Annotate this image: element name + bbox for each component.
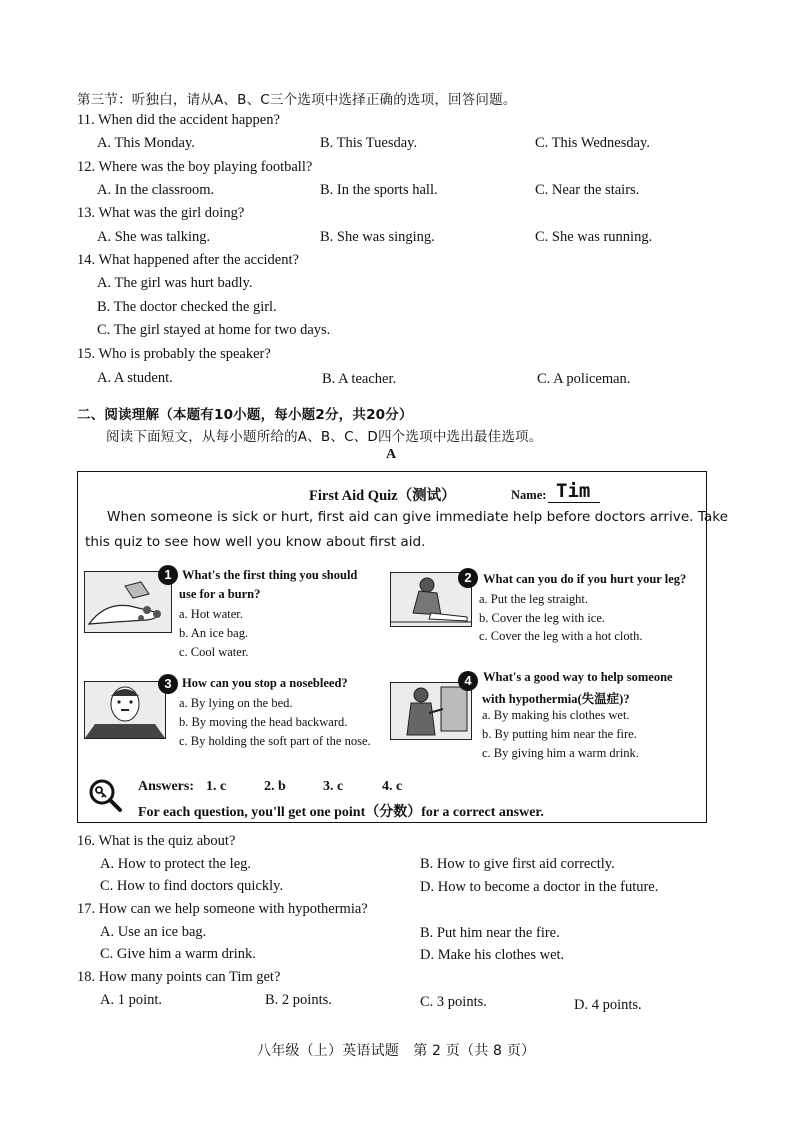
question-17: 17. How can we help someone with hypothermia? — [77, 901, 368, 917]
question-13: 13. What was the girl doing? — [77, 205, 245, 221]
hypothermia-illustration — [390, 682, 472, 740]
answer-4: 4. c — [382, 779, 403, 794]
item-1-option-c: c. Cool water. — [179, 645, 249, 659]
option-16c: C. How to find doctors quickly. — [100, 878, 284, 894]
option-14c: C. The girl stayed at home for two days. — [97, 322, 331, 338]
item-1-question-line2: use for a burn? — [179, 587, 261, 601]
passage-label: A — [386, 447, 397, 462]
answers-label: Answers: — [138, 779, 194, 794]
option-14b: B. The doctor checked the girl. — [97, 299, 277, 315]
option-18d: D. 4 points. — [574, 997, 642, 1013]
item-4-number: 4 — [458, 671, 478, 691]
question-14: 14. What happened after the accident? — [77, 252, 299, 268]
name-value: Tim — [556, 480, 591, 502]
quiz-intro-line1: When someone is sick or hurt, first aid can give immediate help before doctors arrive. Take — [107, 509, 728, 525]
item-4-question-line1: What's a good way to help someone — [483, 670, 673, 684]
answer-3: 3. c — [323, 779, 344, 794]
part2-instruction: 阅读下面短文，从每小题所给的A、B、C、D四个选项中选出最佳选项。 — [106, 429, 543, 445]
option-15c: C. A policeman. — [537, 371, 631, 387]
answer-1: 1. c — [206, 779, 227, 794]
item-3-option-a: a. By lying on the bed. — [179, 696, 293, 710]
question-16: 16. What is the quiz about? — [77, 833, 236, 849]
answer-2: 2. b — [264, 779, 286, 794]
item-1-option-a: a. Hot water. — [179, 607, 243, 621]
option-13b: B. She was singing. — [320, 229, 435, 245]
option-16b: B. How to give first aid correctly. — [420, 856, 615, 872]
option-18c: C. 3 points. — [420, 994, 487, 1010]
option-12a: A. In the classroom. — [97, 182, 215, 198]
option-11a: A. This Monday. — [97, 135, 195, 151]
item-3-option-c: c. By holding the soft part of the nose. — [179, 734, 371, 748]
option-16d: D. How to become a doctor in the future. — [420, 879, 659, 895]
item-1-question-line1: What's the first thing you should — [182, 568, 358, 582]
item-1-number: 1 — [158, 565, 178, 585]
option-18b: B. 2 points. — [265, 992, 332, 1008]
quiz-title: First Aid Quiz（测试） — [309, 488, 456, 504]
question-18: 18. How many points can Tim get? — [77, 969, 281, 985]
section3-heading: 第三节：听独白，请从A、B、C三个选项中选择正确的选项，回答问题。 — [77, 92, 517, 108]
option-16a: A. How to protect the leg. — [100, 856, 252, 872]
item-4-question-line2: with hypothermia(失温症)? — [482, 692, 630, 706]
option-14a: A. The girl was hurt badly. — [97, 275, 253, 291]
question-15: 15. Who is probably the speaker? — [77, 346, 271, 362]
item-1-option-b: b. An ice bag. — [179, 626, 249, 640]
first-aid-quiz-box — [77, 471, 728, 823]
question-12: 12. Where was the boy playing football? — [77, 159, 313, 175]
nosebleed-illustration — [84, 681, 166, 739]
item-2-option-b: b. Cover the leg with ice. — [479, 611, 606, 625]
option-17a: A. Use an ice bag. — [100, 924, 207, 940]
option-15a: A. A student. — [97, 370, 173, 386]
item-4-option-c: c. By giving him a warm drink. — [482, 746, 639, 760]
item-2-option-c: c. Cover the leg with a hot cloth. — [479, 629, 643, 643]
option-13a: A. She was talking. — [97, 229, 211, 245]
option-12c: C. Near the stairs. — [535, 182, 640, 198]
option-11c: C. This Wednesday. — [535, 135, 650, 151]
name-underline — [548, 502, 600, 503]
option-13c: C. She was running. — [535, 229, 653, 245]
magnifier-key-icon — [87, 777, 123, 813]
option-11b: B. This Tuesday. — [320, 135, 418, 151]
item-2-number: 2 — [458, 568, 478, 588]
item-2-option-a: a. Put the leg straight. — [479, 592, 589, 606]
option-17d: D. Make his clothes wet. — [420, 947, 565, 963]
option-17b: B. Put him near the fire. — [420, 925, 560, 941]
part2-heading: 二、阅读理解（本题有10小题，每小题2分，共20分） — [77, 407, 413, 423]
item-4-option-a: a. By making his clothes wet. — [482, 708, 630, 722]
item-4-option-b: b. By putting him near the fire. — [482, 727, 637, 741]
option-12b: B. In the sports hall. — [320, 182, 438, 198]
page-footer: 八年级（上）英语试题 第 2 页（共 8 页） — [257, 1043, 536, 1059]
name-label: Name: — [511, 488, 547, 502]
item-2-question-line1: What can you do if you hurt your leg? — [483, 572, 687, 586]
quiz-intro-line2: this quiz to see how well you know about first aid. — [85, 534, 426, 550]
question-11: 11. When did the accident happen? — [77, 112, 280, 128]
item-3-number: 3 — [158, 674, 178, 694]
option-18a: A. 1 point. — [100, 992, 163, 1008]
item-3-question-line1: How can you stop a nosebleed? — [182, 676, 348, 690]
option-17c: C. Give him a warm drink. — [100, 946, 256, 962]
item-3-option-b: b. By moving the head backward. — [179, 715, 348, 729]
option-15b: B. A teacher. — [322, 371, 397, 387]
points-note: For each question, you'll get one point（分数）for a correct answer. — [138, 805, 544, 820]
